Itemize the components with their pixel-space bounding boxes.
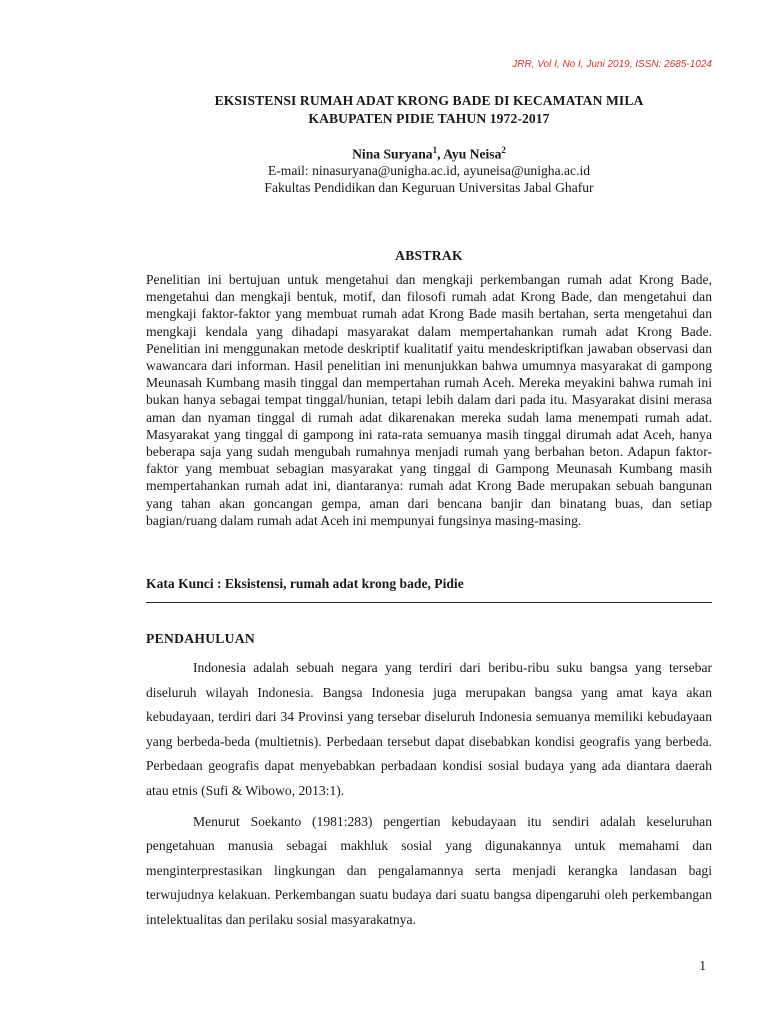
- body-text: [146, 656, 712, 933]
- paper-title: [146, 92, 712, 128]
- body-paragraph-2: Menurut Soekanto (1981:283) pengertian kebudayaan itu sendiri adalah keseluruhan pengetahuan manusia sebagai makhluk sosial yang digunakannya untuk memahami dan menginterprestasikan lingkungan dan pengalamannya serta menjadi kerangka landasan bagi terwujudnya kelakuan. Perkembangan suatu budaya dari suatu bangsa dipengaruhi oleh perkembangan intelektualitas dan perilaku sosial masyarakatnya.: [146, 813, 712, 927]
- title-line-1: EKSISTENSI RUMAH ADAT KRONG BADE DI KECAMATAN MILA: [214, 93, 644, 108]
- author-sup-2: 2: [501, 145, 506, 155]
- author-sup-1: 1: [432, 145, 438, 155]
- section-divider: [146, 602, 712, 603]
- abstract-text: Penelitian ini bertujuan untuk mengetahui dan mengkaji perkembangan rumah adat Krong Bade, mengetahui dan mengkaji bentuk, motif, dan filosofi rumah adat Krong Bade, dan mengetahui dan mengkaji faktor-faktor yang membuat rumah adat Krong Bade masih bertahan, serta mengetahui dan mengkaji kendala yang dihadapi masyarakat dalam mempertahankan rumah adat Krong Bade. Penelitian ini menggunakan metode deskriptif kualitatif yaitu mendeskriptifkan jawaban observasi dan wawancara dari informan. Hasil penelitian ini menunjukkan bahwa umumnya masyarakat di gampong Meunasah Kumbang masih tinggal dan mempertahan rumah Aceh. Mereka meyakini bahwa rumah ini bukan hanya sebagai tempat tinggal/hunian, tetapi lebih dalam dari pada itu. Masyarakat disini merasa aman dan nyaman tinggal di rumah adat dikarenakan mereka sudah lama menempati rumah adat. Masyarakat yang tinggal di gampong ini rata-rata semuanya masih tinggal dirumah adat Aceh, hanya beberapa saja yang sudah mengubah rumahnya menjadi rumah yang berbahan beton. Adapun faktor-faktor yang membuat sebagian masyarakat yang tinggal di Gampong Meunasah Kumbang masih mempertahankan rumah adat ini, diantaranya: rumah adat Krong Bade merupakan sebuah bangunan yang tahan akan goncangan gempa, aman dari bencana banjir dan binatang buas, dan setiap bagian/ruang dalam rumah adat Aceh ini mempunyai fungsinya masing-masing.: [146, 272, 712, 528]
- section-heading-pendahuluan: PENDAHULUAN: [146, 631, 256, 646]
- page-number: 1: [699, 958, 706, 973]
- journal-reference: JRR, Vol I, No I, Juni 2019, ISSN: 2685-1024: [512, 59, 712, 70]
- author-name-2: Ayu Neisa: [443, 146, 502, 162]
- body-paragraph-1: Indonesia adalah sebuah negara yang terdiri dari beribu-ribu suku bangsa yang tersebar diseluruh wilayah Indonesia. Bangsa Indonesia juga merupakan bangsa yang amat kaya akan kebudayaan, terdiri dari 34 Provinsi yang tersebar diseluruh Indonesia semuanya memiliki kebudayaan yang berbeda-beda (multietnis). Perbedaan tersebut dapat disebabkan kondisi geografis yang berbeda. Perbedaan geografis dapat menyebabkan perbadaan kondisi sosial budaya yang ada diantara daerah atau etnis (Sufi & Wibowo, 2013:1).: [146, 660, 712, 798]
- author-affiliation-block: [200, 162, 658, 196]
- author-name-1: Nina Suryana: [352, 146, 433, 162]
- abstract-heading: ABSTRAK: [395, 248, 463, 263]
- author-list: [146, 145, 712, 163]
- title-line-2: KABUPATEN PIDIE TAHUN 1972-2017: [308, 111, 550, 126]
- affiliation: Fakultas Pendidikan dan Keguruan Universitas Jabal Ghafur: [264, 180, 594, 195]
- author-separator: ,: [437, 146, 444, 162]
- email-line: E-mail: ninasuryana@unigha.ac.id, ayuneisa@unigha.ac.id: [267, 163, 591, 178]
- keywords: Kata Kunci : Eksistensi, rumah adat krong bade, Pidie: [146, 576, 464, 591]
